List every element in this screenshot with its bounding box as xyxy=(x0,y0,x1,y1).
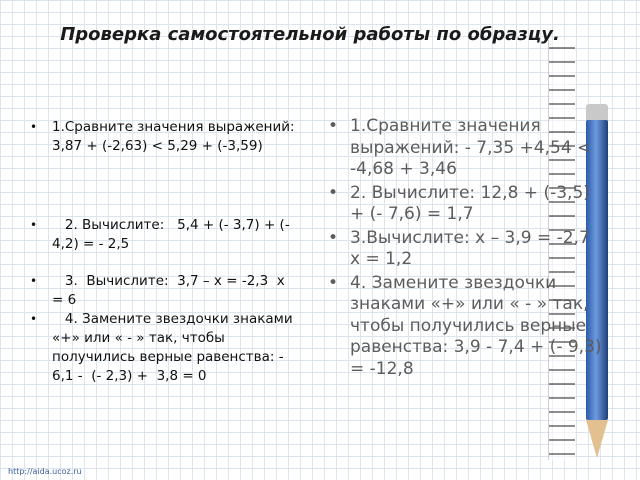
left-item xyxy=(30,216,300,254)
left-item xyxy=(30,272,300,310)
right-item-text: 2. Вычислите: 12,8 + (-3,5) + (- 7,6) = 1,7 xyxy=(350,182,590,224)
right-item xyxy=(328,228,604,271)
right-item xyxy=(328,116,604,181)
left-item-text: 3. Вычислите: 3,7 – х = -2,3 х = 6 xyxy=(52,273,290,308)
bullet-icon: • xyxy=(328,272,339,293)
bullet-icon: • xyxy=(328,227,339,248)
left-item-text: 1.Сравните значения выражений: 3,87 + (-2,63) < 5,29 + (-3,59) xyxy=(52,119,295,154)
bullet-icon: • xyxy=(30,218,38,232)
slide-title: Проверка самостоятельной работы по образцу. xyxy=(60,24,560,45)
footer-url: http://aida.ucoz.ru xyxy=(8,467,82,476)
right-column xyxy=(328,116,604,382)
right-item xyxy=(328,273,604,381)
pencil-tip-decoration xyxy=(586,420,608,458)
right-item-text: 1.Сравните значения выражений: - 7,35 +4,54 < -4,68 + 3,46 xyxy=(350,116,592,179)
bullet-icon: • xyxy=(30,120,38,134)
left-column xyxy=(30,118,300,386)
right-item xyxy=(328,183,604,226)
bullet-icon: • xyxy=(30,312,38,326)
right-item-text: 3.Вычислите: х – 3,9 = -2,7 х = 1,2 xyxy=(350,227,590,269)
left-item xyxy=(30,118,300,156)
right-item-text: 4. Замените звездочки знаками «+» или « - » так, чтобы получились верные равенства: 3,9 - 7,4 + (- 9,3) = -12,8 xyxy=(350,272,602,379)
left-item xyxy=(30,310,300,386)
bullet-icon: • xyxy=(30,274,38,288)
left-item-text: 2. Вычислите: 5,4 + (- 3,7) + (- 4,2) = - 2,5 xyxy=(52,217,294,252)
bullet-icon: • xyxy=(328,182,339,203)
bullet-icon: • xyxy=(328,116,339,136)
left-item-text: 4. Замените звездочки знаками «+» или « - » так, чтобы получились верные равенства: - 6,1 - (- 2,3) + 3,8 = 0 xyxy=(52,311,297,384)
